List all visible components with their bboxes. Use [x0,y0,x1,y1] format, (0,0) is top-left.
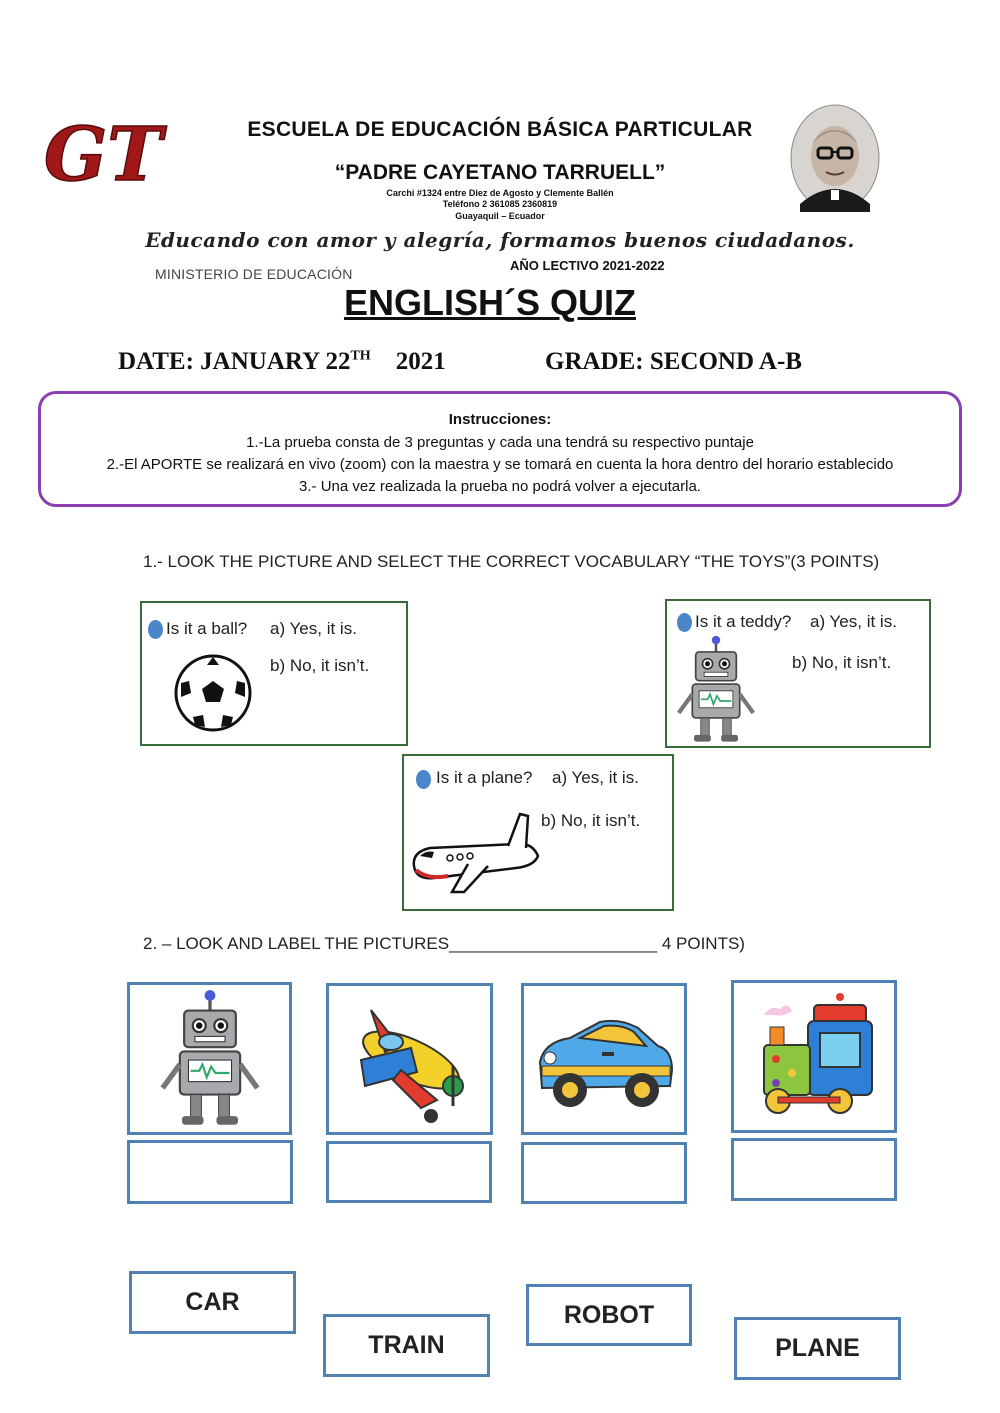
option-a[interactable]: a) Yes, it is. [270,619,357,638]
option-b[interactable]: b) No, it isn’t. [270,656,370,675]
robot-icon [150,989,270,1129]
instructions-box [38,391,962,507]
option-b[interactable]: b) No, it isn’t. [792,653,892,672]
word-card-plane[interactable]: PLANE [734,1317,901,1380]
quiz-title: ENGLISH´S QUIZ [343,282,636,323]
radio-bullet[interactable] [416,770,431,789]
answer-box-2[interactable] [326,1141,492,1203]
word-card-car[interactable]: CAR [129,1271,296,1334]
school-address: Carchi #1324 entre Diez de Agosto y Clemente Ballén [386,188,614,198]
toy-plane-icon [341,990,481,1130]
answer-box-4[interactable] [731,1138,897,1201]
picture-frame-robot [127,982,292,1135]
school-city: Guayaquil – Ecuador [455,211,545,221]
school-motto: Educando con amor y alegría, formamos buenos ciudadanos. [145,228,855,252]
question-2-prompt: 2. – LOOK AND LABEL THE PICTURES______________________ 4 POINTS) [143,934,745,953]
picture-frame-plane [326,983,493,1135]
instructions-heading: Instrucciones: [448,411,552,428]
logo-graphic [42,110,163,198]
airplane-icon [408,808,548,898]
radio-bullet[interactable] [148,620,163,639]
founder-portrait [790,104,880,212]
quiz-grade: GRADE: SECOND A-B [545,348,802,375]
school-logo [42,110,163,198]
question-text: Is it a ball? [166,619,248,638]
question-card-ball [140,601,408,746]
answer-box-1[interactable] [127,1140,293,1204]
picture-frame-train [731,980,897,1133]
instruction-line: 2.-El APORTE se realizará en vivo (zoom) con la maestra y se tomará en cuenta la hora dentro del horario establecido [106,456,894,473]
date-superscript: TH [350,348,371,364]
word-card-robot[interactable]: ROBOT [526,1284,692,1346]
robot-icon [671,635,761,745]
option-a[interactable]: a) Yes, it is. [552,768,639,787]
answer-box-3[interactable] [521,1142,687,1204]
instruction-line: 3.- Una vez realizada la prueba no podrá volver a ejecutarla. [299,478,701,495]
school-name: “PADRE CAYETANO TARRUELL” [334,161,666,184]
radio-bullet[interactable] [677,613,692,632]
quiz-date [118,348,446,376]
question-text: Is it a teddy? [695,612,792,631]
date-year: 2021 [395,348,446,375]
portrait-graphic [790,104,880,212]
question-card-plane [402,754,674,911]
ministry-label: MINISTERIO DE EDUCACIÓN [155,266,353,282]
question-1-prompt: 1.- LOOK THE PICTURE AND SELECT THE CORRECT VOCABULARY “THE TOYS”(3 POINTS) [143,552,880,571]
toy-car-icon [530,1002,680,1122]
date-label: DATE: JANUARY 22 [118,348,351,375]
school-year: AÑO LECTIVO 2021-2022 [510,258,665,273]
instruction-line: 1.-La prueba consta de 3 preguntas y cada una tendrá su respectivo puntaje [246,434,754,451]
school-type: ESCUELA DE EDUCACIÓN BÁSICA PARTICULAR [247,118,753,141]
toy-train-icon [744,987,884,1127]
option-b[interactable]: b) No, it isn’t. [541,811,641,830]
word-card-train[interactable]: TRAIN [323,1314,490,1377]
picture-frame-car [521,983,687,1135]
soccer-ball-icon [173,653,253,733]
option-a[interactable]: a) Yes, it is. [810,612,897,631]
question-text: Is it a plane? [436,768,533,787]
question-card-teddy [665,599,931,748]
school-phone: Teléfono 2 361085 2360819 [442,199,558,209]
logo-letters: GT [44,112,163,198]
